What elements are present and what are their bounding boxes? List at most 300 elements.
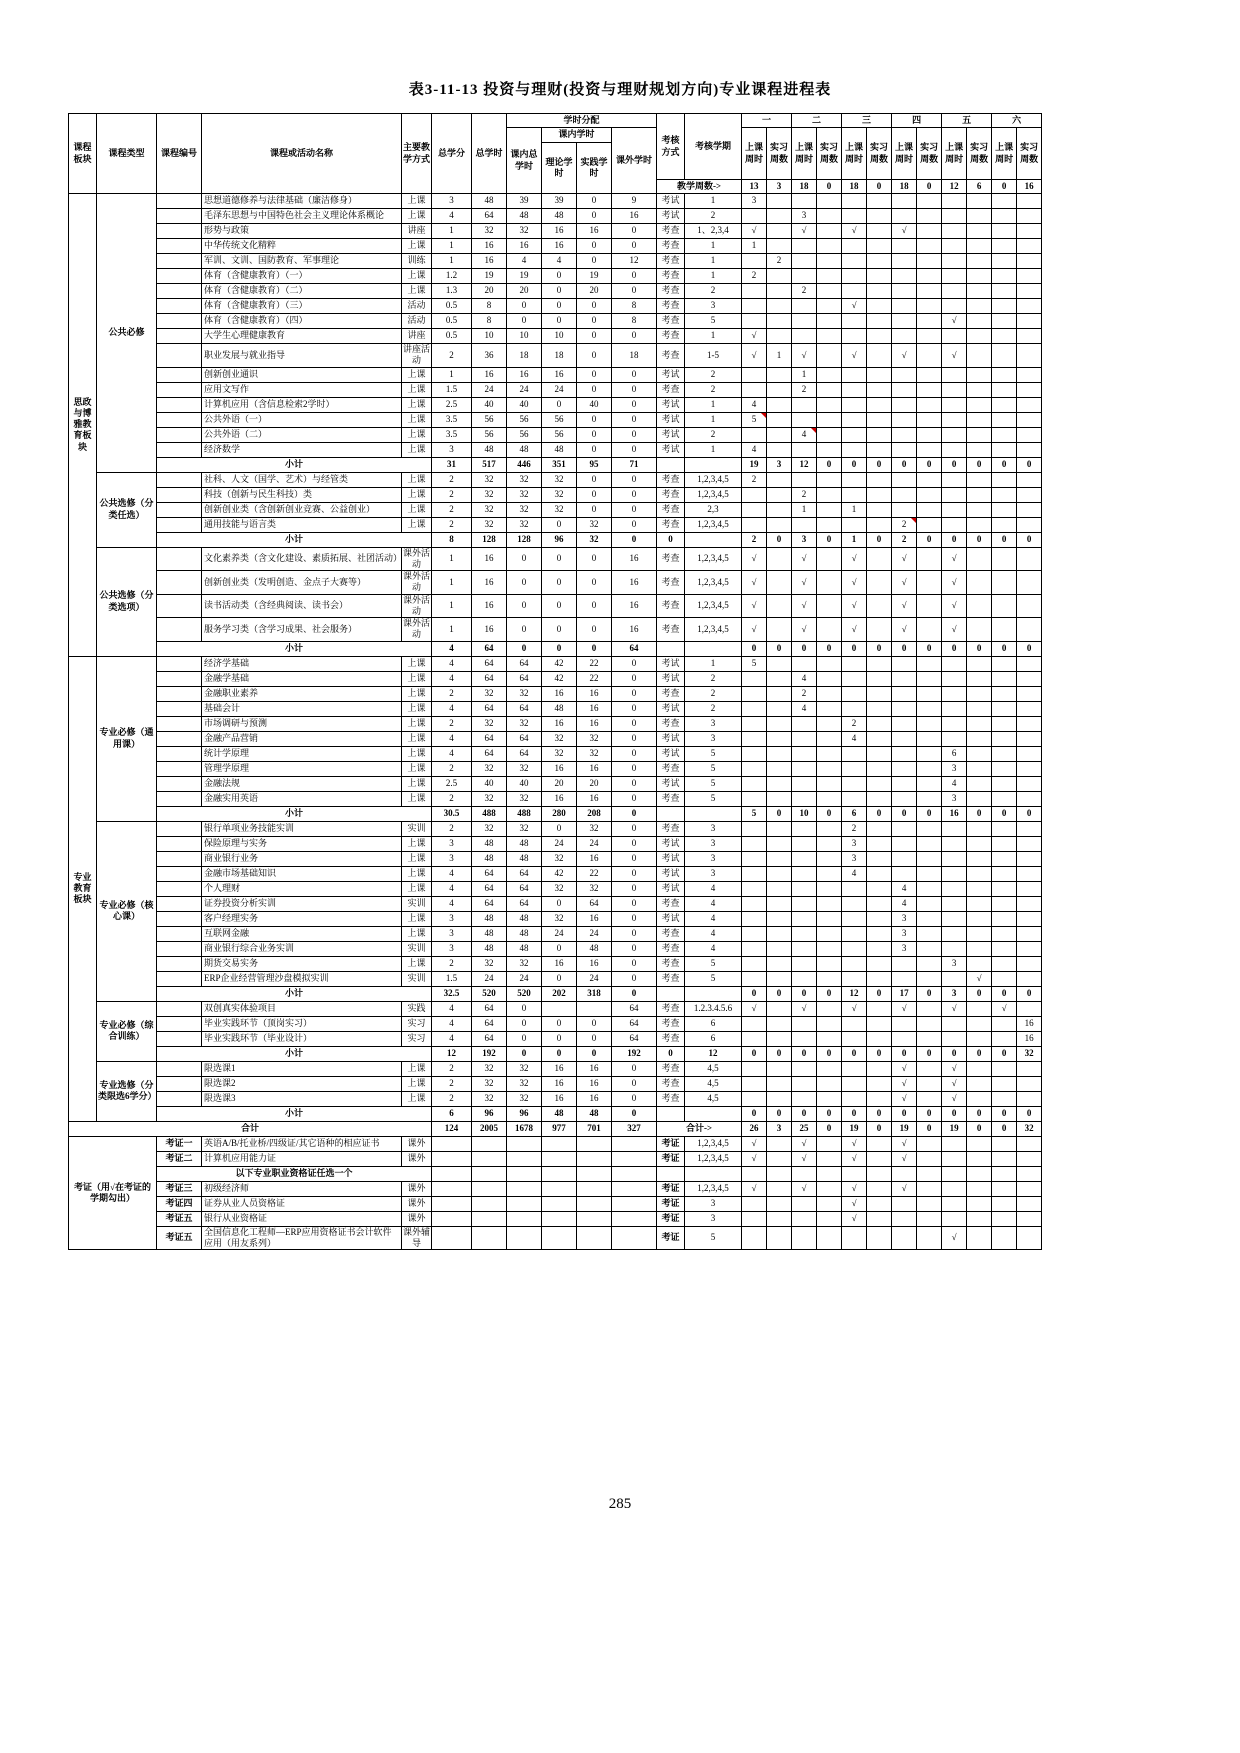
semester-cell — [967, 517, 992, 532]
subtotal-semester-cell: 0 — [842, 457, 867, 472]
semester-cell: √ — [942, 344, 967, 368]
practice-hours-cell: 16 — [577, 716, 612, 731]
assess-method-cell: 考证 — [657, 1181, 685, 1196]
course-row — [69, 427, 1042, 442]
assess-method-cell: 考查 — [657, 269, 685, 284]
semester-cell — [1017, 209, 1042, 224]
credits-cell: 2 — [432, 716, 472, 731]
course-row — [69, 1076, 1042, 1091]
empty-cell — [432, 1211, 472, 1226]
semester-cell — [892, 686, 917, 701]
semester-cell — [792, 911, 817, 926]
semester-cell — [817, 344, 842, 368]
semester-cell — [967, 956, 992, 971]
course-row — [69, 881, 1042, 896]
subtotal-row — [69, 806, 1042, 821]
credits-cell: 3 — [432, 836, 472, 851]
semester-cell — [792, 269, 817, 284]
semester-cell — [867, 821, 892, 836]
semester-cell — [867, 1016, 892, 1031]
theory-hours-cell: 16 — [542, 956, 577, 971]
semester-cell — [867, 1151, 892, 1166]
semester-cell — [767, 776, 792, 791]
credits-cell: 4 — [432, 896, 472, 911]
subtotal-semester-cell: 0 — [967, 806, 992, 821]
semester-cell — [992, 1031, 1017, 1046]
total-hours-cell: 32 — [472, 487, 507, 502]
course-number-cell — [157, 1091, 202, 1106]
theory-hours-cell: 39 — [542, 194, 577, 209]
subtotal-semester-cell: 0 — [742, 1106, 767, 1121]
course-number-cell — [157, 314, 202, 329]
semester-cell — [842, 329, 867, 344]
total-hours-cell: 32 — [472, 716, 507, 731]
semester-cell: √ — [842, 1151, 867, 1166]
assess-term-cell: 3 — [685, 731, 742, 746]
semester-cell — [792, 1016, 817, 1031]
course-number-cell — [157, 382, 202, 397]
semester-cell: 2 — [792, 686, 817, 701]
semester-cell — [867, 1091, 892, 1106]
semester-cell — [842, 971, 867, 986]
semester-cell — [767, 896, 792, 911]
course-row — [69, 956, 1042, 971]
course-number-cell — [157, 701, 202, 716]
teaching-method-cell: 课外活动 — [403, 618, 431, 640]
semester-cell — [767, 791, 792, 806]
subtotal-assess-term-cell — [685, 806, 742, 821]
semester-cell: 3 — [842, 851, 867, 866]
semester-cell: √ — [792, 1136, 817, 1151]
semester-cell — [992, 941, 1017, 956]
semester-cell — [842, 1061, 867, 1076]
semester-cell — [1017, 836, 1042, 851]
cert-row — [69, 1151, 1042, 1166]
theory-hours-cell: 0 — [542, 1016, 577, 1031]
teaching-method-cell: 上课 — [402, 761, 432, 776]
semester-cell — [967, 254, 992, 269]
course-row — [69, 776, 1042, 791]
cert-number-cell: 考证五 — [157, 1226, 202, 1250]
semester-cell — [1017, 1136, 1042, 1151]
semester-cell — [792, 866, 817, 881]
semester-cell — [1017, 412, 1042, 427]
subtotal-semester-cell: 0 — [967, 532, 992, 547]
empty-cell — [432, 1166, 472, 1181]
assess-method-cell: 考查 — [657, 254, 685, 269]
semester-cell — [917, 791, 942, 806]
semester-cell — [867, 427, 892, 442]
subtotal-label-cell: 小计 — [157, 457, 432, 472]
module-cell: 思政与博雅教育板块 — [69, 194, 97, 657]
inclass-total-cell: 0 — [507, 571, 542, 595]
assess-method-cell: 考查 — [657, 821, 685, 836]
semester-cell: 4 — [742, 397, 767, 412]
semester-cell — [942, 731, 967, 746]
semester-cell — [1017, 791, 1042, 806]
teaching-method-cell: 上课 — [402, 791, 432, 806]
semester-cell — [867, 344, 892, 368]
semester-cell — [967, 851, 992, 866]
credits-cell: 4 — [432, 701, 472, 716]
semester-cell — [992, 1136, 1017, 1151]
semester-cell — [892, 671, 917, 686]
teaching-method-cell: 上课 — [402, 701, 432, 716]
subtotal-semester-cell: 5 — [742, 806, 767, 821]
semester-cell — [892, 284, 917, 299]
semester-cell — [1017, 254, 1042, 269]
subtotal-assess-term-cell — [685, 986, 742, 1001]
total-hours-cell: 8 — [472, 314, 507, 329]
semester-cell — [892, 956, 917, 971]
assess-term-cell: 4,5 — [685, 1061, 742, 1076]
semester-cell — [942, 926, 967, 941]
subtotal-semester-cell: 2 — [892, 532, 917, 547]
semester-cell: 3 — [942, 761, 967, 776]
outclass-hours-cell: 0 — [612, 412, 657, 427]
theory-hours-cell: 0 — [542, 821, 577, 836]
subtotal-semester-cell: 0 — [817, 1046, 842, 1061]
semester-cell — [842, 314, 867, 329]
total-hours-cell: 64 — [472, 746, 507, 761]
semester-cell — [942, 517, 967, 532]
course-number-cell — [157, 284, 202, 299]
course-name-cell: 金融职业素养 — [202, 686, 402, 701]
header-intern-weeks: 实习周数 — [767, 128, 792, 180]
course-row — [69, 941, 1042, 956]
semester-cell — [767, 209, 792, 224]
semester-cell — [992, 911, 1017, 926]
inclass-total-cell: 0 — [507, 618, 542, 642]
subtotal-credits-cell: 12 — [432, 1046, 472, 1061]
credits-cell: 4 — [432, 881, 472, 896]
subtotal-semester-cell: 3 — [942, 986, 967, 1001]
assess-method-cell: 考试 — [657, 836, 685, 851]
outclass-hours-cell: 0 — [612, 701, 657, 716]
teach-weeks-value: 18 — [792, 180, 817, 194]
assess-method-cell: 考试 — [657, 367, 685, 382]
assess-method-cell: 考查 — [657, 517, 685, 532]
course-row — [69, 487, 1042, 502]
semester-cell: 4 — [742, 442, 767, 457]
teaching-method-cell: 上课 — [402, 442, 432, 457]
header-total-credits: 总学分 — [432, 114, 472, 194]
header-teaching-method: 主要教学方式 — [402, 114, 432, 194]
course-number-cell — [157, 746, 202, 761]
semester-cell — [767, 299, 792, 314]
subtotal-semester-cell: 0 — [892, 641, 917, 656]
subtotal-inclass-total-cell: 96 — [507, 1106, 542, 1121]
semester-cell — [942, 487, 967, 502]
outclass-hours-cell: 8 — [612, 314, 657, 329]
assess-method-cell: 考查 — [657, 299, 685, 314]
teaching-method-cell: 上课 — [402, 427, 432, 442]
teaching-method-cell: 上课 — [402, 284, 432, 299]
semester-cell — [742, 1091, 767, 1106]
total-credits-cell: 124 — [432, 1121, 472, 1136]
outclass-hours-cell: 0 — [612, 472, 657, 487]
semester-cell — [992, 239, 1017, 254]
semester-cell — [992, 594, 1017, 618]
semester-cell — [742, 866, 767, 881]
semester-cell — [867, 1226, 892, 1250]
total-hours-cell: 16 — [472, 571, 507, 595]
total-hours-cell: 40 — [472, 397, 507, 412]
outclass-hours-cell: 0 — [612, 776, 657, 791]
semester-cell — [867, 956, 892, 971]
course-row — [69, 896, 1042, 911]
subtotal-assess-method-cell — [657, 1106, 685, 1121]
semester-cell — [792, 731, 817, 746]
semester-cell — [817, 329, 842, 344]
semester-cell — [792, 881, 817, 896]
empty-cell — [542, 1196, 577, 1211]
subtotal-credits-cell: 31 — [432, 457, 472, 472]
semester-cell — [842, 472, 867, 487]
semester-cell — [742, 971, 767, 986]
total-inclass-total-cell: 1678 — [507, 1121, 542, 1136]
teaching-method-cell: 讲座 — [402, 224, 432, 239]
theory-hours-cell: 32 — [542, 502, 577, 517]
semester-cell — [817, 472, 842, 487]
teaching-method-cell: 实训 — [402, 821, 432, 836]
course-number-cell — [157, 1061, 202, 1076]
assess-term-cell: 3 — [685, 866, 742, 881]
total-hours-cell: 64 — [472, 1031, 507, 1046]
assess-term-cell: 1,2,3,4,5 — [685, 1136, 742, 1151]
total-hours-cell: 48 — [472, 442, 507, 457]
subtotal-assess-term-cell — [685, 1106, 742, 1121]
semester-cell: √ — [942, 618, 967, 642]
semester-cell — [842, 427, 867, 442]
semester-cell — [892, 269, 917, 284]
outclass-hours-cell: 0 — [612, 671, 657, 686]
course-row — [69, 1061, 1042, 1076]
practice-hours-cell: 16 — [577, 791, 612, 806]
course-row — [69, 716, 1042, 731]
teaching-method-cell: 上课 — [402, 881, 432, 896]
semester-cell — [917, 618, 942, 642]
subtotal-semester-cell: 0 — [992, 641, 1017, 656]
semester-cell — [767, 686, 792, 701]
credits-cell: 4 — [432, 209, 472, 224]
assess-method-cell: 考查 — [657, 224, 685, 239]
course-name-cell: 形势与政策 — [202, 224, 402, 239]
empty-cell — [612, 1196, 657, 1211]
semester-cell — [992, 472, 1017, 487]
subtotal-row — [69, 1106, 1042, 1121]
semester-cell — [767, 716, 792, 731]
inclass-total-cell: 64 — [507, 701, 542, 716]
practice-hours-cell: 0 — [577, 442, 612, 457]
credits-cell: 4 — [432, 656, 472, 671]
outclass-hours-cell: 0 — [612, 239, 657, 254]
semester-cell — [817, 956, 842, 971]
semester-cell: 2 — [792, 284, 817, 299]
course-name-cell: 双创真实体验项目 — [202, 1001, 402, 1016]
semester-cell — [767, 1211, 792, 1226]
subtotal-semester-cell: 0 — [767, 986, 792, 1001]
course-number-cell — [157, 836, 202, 851]
course-number-cell — [157, 472, 202, 487]
semester-cell — [1017, 367, 1042, 382]
course-number-cell — [157, 731, 202, 746]
semester-cell — [967, 866, 992, 881]
semester-cell — [967, 239, 992, 254]
semester-cell: 4 — [792, 701, 817, 716]
semester-cell — [817, 382, 842, 397]
subtotal-theory-hours-cell: 202 — [542, 986, 577, 1001]
outclass-hours-cell: 0 — [612, 487, 657, 502]
teaching-method-cell: 活动 — [402, 314, 432, 329]
course-number-cell — [157, 547, 202, 571]
subtotal-practice-hours-cell: 208 — [577, 806, 612, 821]
course-name-cell: 市场调研与预测 — [202, 716, 402, 731]
subtotal-total-hours-cell: 488 — [472, 806, 507, 821]
inclass-total-cell: 48 — [507, 442, 542, 457]
table-header — [69, 114, 1042, 194]
outclass-hours-cell: 18 — [612, 344, 657, 368]
total-hours-cell: 64 — [472, 656, 507, 671]
semester-cell — [1017, 1226, 1042, 1250]
semester-cell — [892, 716, 917, 731]
semester-cell — [967, 716, 992, 731]
semester-cell — [817, 502, 842, 517]
semester-cell: 1 — [792, 502, 817, 517]
semester-cell — [942, 412, 967, 427]
semester-cell — [992, 956, 1017, 971]
semester-cell — [892, 1016, 917, 1031]
assess-method-cell: 考查 — [657, 594, 685, 618]
semester-cell — [917, 412, 942, 427]
subtotal-semester-cell: 0 — [742, 986, 767, 1001]
semester-cell — [767, 194, 792, 209]
semester-cell — [742, 314, 767, 329]
teaching-method-cell: 上课 — [402, 502, 432, 517]
empty-cell — [507, 1151, 542, 1166]
semester-cell — [892, 397, 917, 412]
teaching-method-cell: 实践 — [402, 1001, 432, 1016]
course-number-cell — [157, 329, 202, 344]
assess-term-cell: 2 — [685, 671, 742, 686]
cert-number-cell: 考证三 — [157, 1181, 202, 1196]
curriculum-table — [68, 113, 1042, 1250]
semester-cell — [1017, 299, 1042, 314]
semester-cell: √ — [742, 571, 767, 595]
semester-cell — [917, 344, 942, 368]
semester-cell — [942, 427, 967, 442]
semester-cell — [942, 284, 967, 299]
assess-method-cell: 考查 — [657, 547, 685, 571]
semester-cell — [767, 761, 792, 776]
semester-cell — [817, 412, 842, 427]
semester-cell — [892, 487, 917, 502]
semester-cell — [992, 269, 1017, 284]
semester-cell — [867, 866, 892, 881]
semester-cell — [892, 1196, 917, 1211]
assess-term-cell: 1 — [685, 194, 742, 209]
semester-cell: 1 — [842, 502, 867, 517]
teach-weeks-value: 12 — [942, 180, 967, 194]
semester-cell — [967, 896, 992, 911]
credits-cell: 1 — [432, 618, 472, 642]
semester-cell — [917, 224, 942, 239]
assess-method-cell: 考试 — [657, 881, 685, 896]
semester-cell — [867, 594, 892, 618]
theory-hours-cell: 10 — [542, 329, 577, 344]
assess-term-cell: 6 — [685, 1031, 742, 1046]
header-class-week-hours: 上课周时 — [992, 128, 1017, 180]
assess-method-cell: 考查 — [657, 1091, 685, 1106]
semester-cell — [967, 1031, 992, 1046]
total-hours-cell: 32 — [472, 686, 507, 701]
semester-cell — [842, 791, 867, 806]
practice-hours-cell: 48 — [577, 941, 612, 956]
assess-term-cell: 1 — [685, 239, 742, 254]
total-hours-cell: 48 — [472, 851, 507, 866]
semester-cell — [892, 427, 917, 442]
outclass-hours-cell: 0 — [612, 397, 657, 412]
semester-cell — [917, 571, 942, 595]
semester-cell — [792, 821, 817, 836]
subtotal-assess-method-cell — [657, 641, 685, 656]
credits-cell: 2 — [432, 791, 472, 806]
teach-weeks-value: 13 — [742, 180, 767, 194]
credits-cell: 1 — [432, 239, 472, 254]
empty-cell — [432, 1136, 472, 1151]
practice-hours-cell: 20 — [577, 776, 612, 791]
header-intern-weeks: 实习周数 — [917, 128, 942, 180]
practice-hours-cell: 16 — [577, 956, 612, 971]
semester-cell — [992, 851, 1017, 866]
semester-cell — [992, 881, 1017, 896]
semester-cell — [842, 367, 867, 382]
teach-weeks-value: 0 — [917, 180, 942, 194]
semester-cell — [1017, 382, 1042, 397]
semester-cell — [817, 1196, 842, 1211]
subtotal-credits-cell: 4 — [432, 641, 472, 656]
total-hours-cell: 48 — [472, 911, 507, 926]
assess-term-cell: 4 — [685, 941, 742, 956]
assess-method-cell: 考试 — [657, 656, 685, 671]
course-name-cell: 金融法规 — [202, 776, 402, 791]
course-row — [69, 299, 1042, 314]
semester-cell — [992, 821, 1017, 836]
semester-cell — [992, 487, 1017, 502]
semester-cell — [767, 836, 792, 851]
credits-cell: 4 — [432, 866, 472, 881]
inclass-total-cell: 40 — [507, 397, 542, 412]
semester-cell — [917, 866, 942, 881]
semester-cell — [742, 427, 767, 442]
subtotal-semester-cell: 0 — [1017, 986, 1042, 1001]
subtotal-practice-hours-cell: 0 — [577, 1046, 612, 1061]
semester-cell: 3 — [942, 956, 967, 971]
semester-cell — [767, 1166, 792, 1181]
subtotal-outclass-hours-cell: 0 — [612, 1106, 657, 1121]
semester-cell — [942, 686, 967, 701]
header-class-week-hours: 上课周时 — [742, 128, 767, 180]
total-hours-cell: 32 — [472, 956, 507, 971]
semester-cell — [992, 1016, 1017, 1031]
cert-number-cell: 考证五 — [157, 1211, 202, 1226]
assess-term-cell: 3 — [685, 851, 742, 866]
empty-cell — [612, 1151, 657, 1166]
semester-cell: √ — [892, 571, 917, 595]
semester-cell: 3 — [842, 836, 867, 851]
semester-cell: 2 — [892, 517, 917, 532]
semester-cell — [917, 299, 942, 314]
